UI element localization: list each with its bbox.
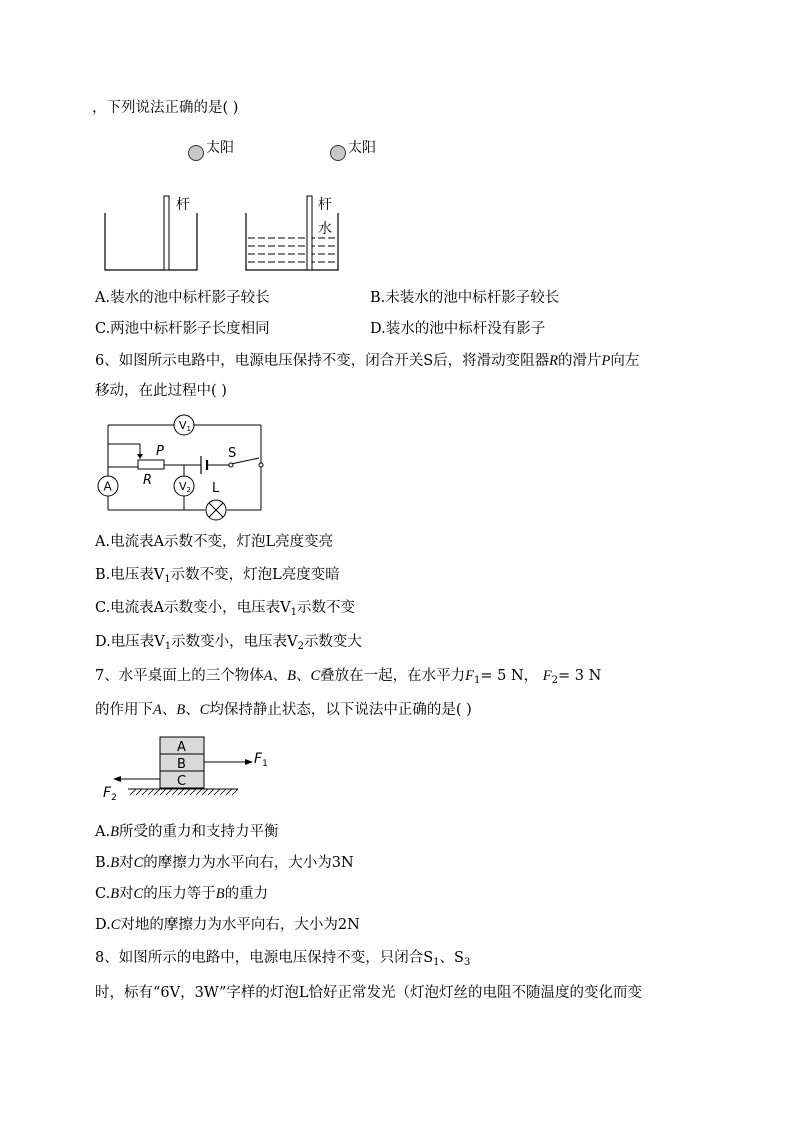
svg-text:F2: $F_2$ xyxy=(103,785,117,803)
q6-option-b: B.电压表$V_1$示数不变，灯泡L亮度变暗 xyxy=(95,567,340,585)
lamp-label: L xyxy=(212,481,220,496)
water-lines xyxy=(248,238,336,262)
q7-stem-line2: 的作用下A、B、C均保持静止状态，以下说法中正确的是( ) xyxy=(95,702,472,718)
svg-text:C: C xyxy=(177,774,187,789)
left-pool xyxy=(105,213,197,270)
svg-text:F1: $F_1$ xyxy=(254,751,268,769)
rheostat xyxy=(138,460,164,469)
q5-option-d: D.装水的池中标杆没有影子 xyxy=(370,321,546,337)
ammeter-label: A xyxy=(103,479,112,494)
right-pole xyxy=(307,196,312,270)
svg-text:V1: V1 xyxy=(179,419,191,433)
switch-label: S xyxy=(228,446,237,461)
q7-figure-blocks xyxy=(98,734,278,806)
svg-text:A: A xyxy=(177,740,186,755)
water-label: 水 xyxy=(318,221,332,237)
svg-text:V2: V2 xyxy=(179,480,191,494)
q7-option-b: B.B对C的摩擦力为水平向右，大小为3N xyxy=(95,855,354,871)
q5-option-b: B.未装水的池中标杆影子较长 xyxy=(370,290,560,306)
q7-option-d: D.C对地的摩擦力为水平向右，大小为2N xyxy=(95,917,360,933)
q7-number: 7、 xyxy=(95,668,119,684)
resistor-label: R xyxy=(143,473,153,488)
q5-stem: ，下列说法正确的是( ) xyxy=(92,100,239,116)
q6-option-c: C.电流表A示数变小，电压表$V_1$示数不变 xyxy=(95,600,356,618)
sun-left xyxy=(189,146,204,161)
sun-right xyxy=(331,146,346,161)
q7-option-c: C.B对C的压力等于B的重力 xyxy=(95,886,269,902)
sun-label-left: 太阳 xyxy=(206,140,234,156)
pole-label-left: 杆 xyxy=(176,197,190,213)
slider-arrow xyxy=(137,454,143,459)
q5-option-c: C.两池中标杆影子长度相同 xyxy=(95,321,270,337)
q6-option-d: D.电压表$V_1$示数变小，电压表$V_2$示数变大 xyxy=(95,634,362,652)
left-pole xyxy=(164,196,169,270)
q6-stem-line2: 移动，在此过程中( ) xyxy=(95,383,227,399)
q5-option-a: A.装水的池中标杆影子较长 xyxy=(95,290,270,306)
sun-label-right: 太阳 xyxy=(348,140,376,156)
q6-option-a: A.电流表A示数不变，灯泡L亮度变亮 xyxy=(95,534,334,550)
svg-text:B: B xyxy=(177,757,186,772)
q7-option-a: A.B所受的重力和支持力平衡 xyxy=(95,824,279,840)
q6-number: 6、 xyxy=(95,353,119,369)
q7-stem-line1: 7、水平桌面上的三个物体A、B、C叠放在一起，在水平力$F_1= 5$ N， $F_2= 3$ N xyxy=(95,668,602,686)
slider-label: P xyxy=(156,444,164,459)
q5-figure-pools xyxy=(100,135,376,275)
q8-stem-line2: 时，标有“6V，3W”字样的灯泡L恰好正常发光（灯泡灯丝的电阻不随温度的变化而变 xyxy=(95,985,643,1001)
q8-number: 8、 xyxy=(95,950,119,966)
q6-circuit-diagram xyxy=(98,412,268,524)
q6-stem-line1: 6、如图所示电路中，电源电压保持不变，闭合开关S后，将滑动变阻器R的滑片P向左 xyxy=(95,353,640,369)
pole-label-right: 杆 xyxy=(318,197,332,213)
ground-hatch xyxy=(130,789,238,795)
q8-stem-line1: 8、如图所示的电路中，电源电压保持不变，只闭合$S_1$、$S_3$ xyxy=(95,950,471,968)
